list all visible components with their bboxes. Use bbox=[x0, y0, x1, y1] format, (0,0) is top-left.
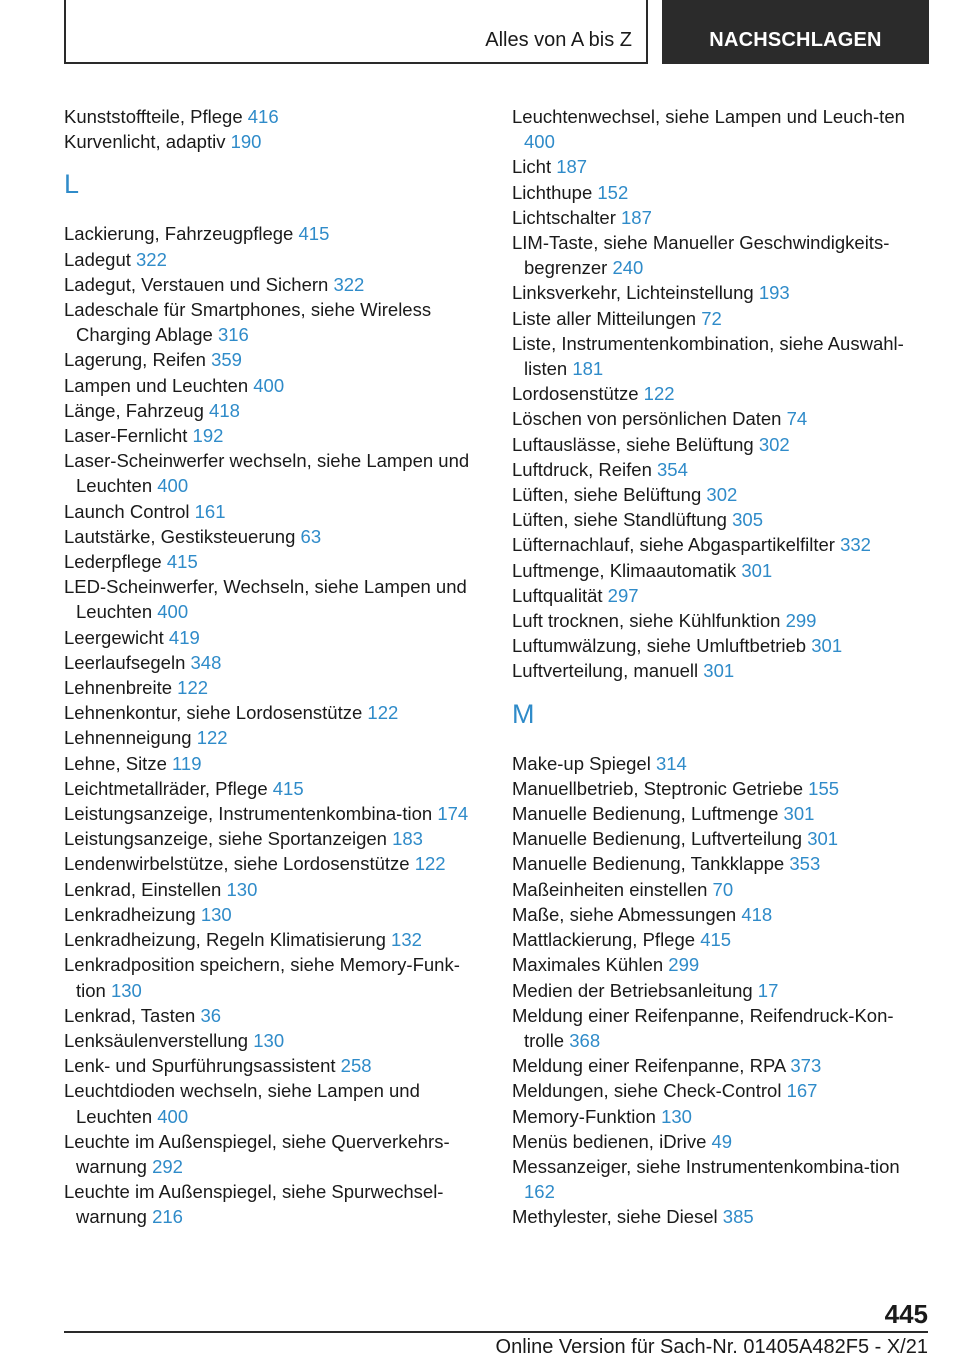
index-page-link[interactable]: 74 bbox=[786, 408, 808, 430]
index-entry-text: Leuchte im Außenspiegel, siehe Spurwechsel-warnung bbox=[64, 1181, 444, 1228]
index-entry bbox=[64, 927, 484, 952]
index-entry bbox=[64, 423, 484, 448]
index-entry bbox=[64, 751, 484, 776]
index-page-link[interactable]: 297 bbox=[607, 584, 639, 606]
index-page-link[interactable]: 192 bbox=[192, 425, 224, 447]
index-entry-text: Luftverteilung, manuell bbox=[512, 660, 699, 682]
index-page-link[interactable]: 130 bbox=[661, 1105, 692, 1127]
index-entry-text: Menüs bedienen, iDrive bbox=[512, 1130, 707, 1152]
index-entry bbox=[64, 574, 484, 624]
index-entry-text: Lampen und Leuchten bbox=[64, 374, 249, 396]
index-entry bbox=[64, 549, 484, 574]
index-page-link[interactable]: 400 bbox=[157, 1105, 189, 1127]
index-entry-text: Lautstärke, Gestiksteuerung bbox=[64, 525, 296, 547]
index-entry-text: Lüfternachlauf, siehe Abgaspartikelfilter bbox=[512, 534, 835, 556]
index-page-link[interactable]: 368 bbox=[569, 1029, 601, 1051]
index-page-link[interactable]: 301 bbox=[807, 828, 839, 850]
index-entry-text: Lenk- und Spurführungsassistent bbox=[64, 1055, 336, 1077]
index-page-link[interactable]: 332 bbox=[840, 534, 871, 556]
index-entry bbox=[512, 927, 932, 952]
index-entry-text: Maßeinheiten einstellen bbox=[512, 878, 708, 900]
index-entry bbox=[64, 952, 484, 1002]
index-page-link[interactable]: 292 bbox=[152, 1155, 183, 1177]
index-entry bbox=[512, 331, 932, 381]
index-entry-text: LIM-Taste, siehe Manueller Geschwindigkeits-begrenzer bbox=[512, 232, 890, 279]
index-entry-text: Mattlackierung, Pflege bbox=[512, 929, 696, 951]
index-entry-text: Lederpflege bbox=[64, 551, 162, 573]
index-page-link[interactable]: 17 bbox=[757, 979, 779, 1001]
index-entry bbox=[64, 801, 484, 826]
index-page-link[interactable]: 314 bbox=[655, 752, 687, 774]
index-entry-text: Liste, Instrumentenkombination, siehe Auswahl-listen bbox=[512, 332, 904, 380]
index-page-link[interactable]: 348 bbox=[190, 651, 222, 673]
index-page-link[interactable]: 418 bbox=[741, 903, 773, 925]
index-entry bbox=[64, 398, 484, 423]
index-entry-text: Lendenwirbelstütze, siehe Lordosenstütze bbox=[64, 853, 410, 875]
index-page-link[interactable]: 301 bbox=[703, 660, 735, 682]
index-entry bbox=[512, 978, 932, 1003]
index-entry-text: Manuelle Bedienung, Luftmenge bbox=[512, 803, 779, 825]
index-entry-text: Lenkradheizung bbox=[64, 903, 196, 925]
index-entry bbox=[512, 776, 932, 801]
index-page-link[interactable]: 122 bbox=[643, 383, 675, 405]
index-entry bbox=[512, 1003, 932, 1053]
section-tab bbox=[64, 0, 648, 64]
index-entry-text: Maximales Kühlen bbox=[512, 954, 664, 976]
footer-divider bbox=[64, 1331, 928, 1333]
index-entry bbox=[64, 373, 484, 398]
index-page-link[interactable]: 416 bbox=[247, 106, 279, 127]
index-entry bbox=[64, 1179, 484, 1229]
index-page-link[interactable]: 322 bbox=[136, 248, 167, 270]
index-entry bbox=[512, 877, 932, 902]
index-page-link[interactable]: 130 bbox=[110, 979, 142, 1001]
index-letter-heading: M bbox=[512, 698, 535, 729]
index-page-link[interactable]: 122 bbox=[367, 702, 399, 724]
index-entry-text: Meldung einer Reifenpanne, Reifendruck-Kon-trolle bbox=[512, 1004, 894, 1051]
index-page-link[interactable]: 359 bbox=[211, 349, 242, 371]
index-page-link[interactable]: 302 bbox=[758, 433, 790, 455]
index-page-link[interactable]: 216 bbox=[152, 1206, 183, 1228]
index-page-link[interactable]: 385 bbox=[722, 1206, 754, 1228]
index-page-link[interactable]: 316 bbox=[217, 324, 249, 346]
index-page-link[interactable]: 162 bbox=[524, 1181, 555, 1203]
index-page-link[interactable]: 49 bbox=[711, 1130, 733, 1152]
index-entry bbox=[64, 1028, 484, 1053]
index-page-link[interactable]: 70 bbox=[712, 878, 734, 900]
index-page-link[interactable]: 122 bbox=[177, 677, 209, 699]
index-entry-text: LED-Scheinwerfer, Wechseln, siehe Lampen und Leuchten bbox=[64, 576, 467, 623]
index-page-link[interactable]: 72 bbox=[701, 307, 722, 329]
index-page-link[interactable]: 305 bbox=[732, 509, 763, 531]
index-entry-text: Lehne, Sitze bbox=[64, 752, 167, 774]
index-entry-text: Meldungen, siehe Check-Control bbox=[512, 1080, 782, 1102]
index-entry-text: Länge, Fahrzeug bbox=[64, 399, 204, 421]
index-entry bbox=[64, 776, 484, 801]
index-entry-text: Make-up Spiegel bbox=[512, 752, 651, 774]
index-entry-text: Lichtschalter bbox=[512, 206, 616, 228]
index-page-link[interactable]: 301 bbox=[783, 803, 815, 825]
index-entry-text: Leichtmetallräder, Pflege bbox=[64, 777, 268, 799]
index-column-left bbox=[64, 104, 484, 1230]
index-entry bbox=[512, 851, 932, 876]
index-page-link[interactable]: 130 bbox=[253, 1029, 285, 1051]
index-entry bbox=[512, 902, 932, 927]
index-page-link[interactable]: 132 bbox=[391, 929, 422, 951]
index-entry bbox=[512, 1129, 932, 1154]
index-entry bbox=[512, 633, 932, 658]
index-page-link[interactable]: 167 bbox=[786, 1080, 818, 1102]
index-entry-text: Lackierung, Fahrzeugpflege bbox=[64, 223, 294, 245]
index-entry-text: Kunststoffteile, Pflege bbox=[64, 106, 243, 127]
index-entry bbox=[64, 104, 484, 129]
section-title: Alles von A bis Z bbox=[485, 29, 632, 51]
index-page-link[interactable]: 122 bbox=[196, 727, 228, 749]
index-page-link[interactable]: 183 bbox=[392, 828, 423, 850]
index-entry bbox=[512, 1204, 932, 1229]
index-page-link[interactable]: 258 bbox=[340, 1055, 372, 1077]
index-page-link[interactable]: 415 bbox=[700, 929, 732, 951]
index-entry bbox=[512, 952, 932, 977]
index-entry bbox=[64, 826, 484, 851]
index-page-link[interactable]: 240 bbox=[612, 257, 644, 279]
index-column-right bbox=[512, 104, 932, 1230]
online-version-note: Online Version für Sach-Nr. 01405A482F5 - X/21 bbox=[495, 1336, 928, 1358]
index-entry-text: Laser-Scheinwerfer wechseln, siehe Lampen und Leuchten bbox=[64, 450, 470, 497]
index-entry-text: Licht bbox=[512, 156, 552, 178]
index-page-link[interactable]: 190 bbox=[230, 131, 262, 153]
index-entry bbox=[64, 902, 484, 927]
index-entry-text: Lordosenstütze bbox=[512, 383, 639, 405]
index-page-link[interactable]: 400 bbox=[524, 131, 555, 153]
index-entry bbox=[512, 558, 932, 583]
index-page-link[interactable]: 353 bbox=[789, 853, 821, 875]
index-entry-text: Laser-Fernlicht bbox=[64, 425, 188, 447]
index-entry-text: Leuchtdioden wechseln, siehe Lampen und Leuchten bbox=[64, 1080, 420, 1127]
index-entry-text: Lüften, siehe Belüftung bbox=[512, 484, 702, 506]
index-entry bbox=[512, 583, 932, 608]
index-page-link[interactable]: 193 bbox=[758, 282, 790, 304]
index-entry bbox=[512, 1104, 932, 1129]
index-page-link[interactable]: 299 bbox=[668, 954, 700, 976]
index-entry-text: Lüften, siehe Standlüftung bbox=[512, 509, 727, 531]
index-entry-text: Methylester, siehe Diesel bbox=[512, 1206, 718, 1228]
index-page-link[interactable]: 122 bbox=[414, 853, 446, 875]
index-entry bbox=[64, 1078, 484, 1128]
index-entry bbox=[512, 180, 932, 205]
index-entry bbox=[512, 826, 932, 851]
index-page-link[interactable]: 415 bbox=[166, 551, 198, 573]
index-entry bbox=[64, 221, 484, 246]
index-entry bbox=[512, 306, 932, 331]
page-number: 445 bbox=[884, 1299, 928, 1329]
index-entry-text: Luft trocknen, siehe Kühlfunktion bbox=[512, 610, 781, 632]
index-entry-text: Kurvenlicht, adaptiv bbox=[64, 131, 226, 153]
index-entry bbox=[512, 381, 932, 406]
index-entry bbox=[64, 347, 484, 372]
index-entry bbox=[64, 247, 484, 272]
index-entry-text: Lagerung, Reifen bbox=[64, 349, 206, 371]
index-entry-text: Lehnenkontur, siehe Lordosenstütze bbox=[64, 702, 363, 724]
index-page-link[interactable]: 400 bbox=[253, 374, 285, 396]
index-entry bbox=[64, 524, 484, 549]
index-entry-text: Luftauslässe, siehe Belüftung bbox=[512, 433, 754, 455]
index-entry-text: Lenkrad, Tasten bbox=[64, 1004, 196, 1026]
index-page-link[interactable]: 415 bbox=[272, 777, 304, 799]
index-page-link[interactable]: 415 bbox=[298, 223, 330, 245]
index-entry bbox=[64, 877, 484, 902]
index-page-link[interactable]: 187 bbox=[621, 206, 652, 228]
index-page-link[interactable]: 63 bbox=[300, 525, 322, 547]
index-entry bbox=[64, 1129, 484, 1179]
index-page-link[interactable]: 373 bbox=[790, 1055, 822, 1077]
index-entry bbox=[512, 104, 932, 154]
index-entry bbox=[512, 482, 932, 507]
index-page-link[interactable]: 322 bbox=[333, 273, 365, 295]
index-page-link[interactable]: 174 bbox=[437, 803, 469, 825]
index-entry-text: Lenkradposition speichern, siehe Memory-Funk-tion bbox=[64, 954, 460, 1001]
index-entry-text: Meldung einer Reifenpanne, RPA bbox=[512, 1055, 786, 1077]
index-entry bbox=[64, 675, 484, 700]
index-entry bbox=[64, 625, 484, 650]
index-entry bbox=[64, 272, 484, 297]
index-entry-text: Maße, siehe Abmessungen bbox=[512, 903, 737, 925]
index-page-link[interactable]: 155 bbox=[808, 777, 840, 799]
index-page-link[interactable]: 301 bbox=[741, 559, 773, 581]
index-entry bbox=[64, 700, 484, 725]
index-entry-text: Manuellbetrieb, Steptronic Getriebe bbox=[512, 777, 804, 799]
index-page-link[interactable]: 400 bbox=[157, 601, 189, 623]
index-entry-text: Lenkradheizung, Regeln Klimatisierung bbox=[64, 929, 386, 951]
index-entry bbox=[64, 851, 484, 876]
index-page-link[interactable]: 354 bbox=[657, 458, 688, 480]
index-page-link[interactable]: 419 bbox=[168, 626, 200, 648]
index-page-link[interactable]: 130 bbox=[200, 903, 232, 925]
index-entry-text: Luftdruck, Reifen bbox=[512, 458, 652, 480]
chapter-title: NACHSCHLAGEN bbox=[709, 29, 882, 51]
index-entry bbox=[512, 658, 932, 683]
index-entry bbox=[512, 1078, 932, 1103]
index-entry-text: Leerlaufsegeln bbox=[64, 651, 186, 673]
index-letter-heading: L bbox=[64, 169, 80, 200]
index-entry-text: Messanzeiger, siehe Instrumentenkombina-tion bbox=[512, 1155, 900, 1177]
index-page-link[interactable]: 152 bbox=[597, 181, 629, 203]
index-entry-text: Lehnenneigung bbox=[64, 727, 192, 749]
index-entry bbox=[512, 1154, 932, 1204]
index-entry bbox=[512, 1053, 932, 1078]
index-entry-text: Luftumwälzung, siehe Umluftbetrieb bbox=[512, 635, 807, 657]
index-entry-text: Manuelle Bedienung, Luftverteilung bbox=[512, 828, 803, 850]
index-entry-text: Liste aller Mitteilungen bbox=[512, 307, 697, 329]
index-entry bbox=[64, 499, 484, 524]
index-page-link[interactable]: 301 bbox=[811, 635, 843, 657]
index-entry-text: Lenksäulenverstellung bbox=[64, 1029, 249, 1051]
chapter-tab bbox=[662, 0, 929, 64]
index-entry bbox=[64, 725, 484, 750]
index-entry bbox=[64, 129, 484, 154]
index-page-link[interactable]: 302 bbox=[706, 484, 738, 506]
index-entry-text: Ladegut, Verstauen und Sichern bbox=[64, 273, 329, 295]
index-entry bbox=[512, 751, 932, 776]
index-entry bbox=[512, 230, 932, 280]
index-entry-text: Leistungsanzeige, Instrumentenkombina-tion bbox=[64, 803, 433, 825]
index-page-link[interactable]: 400 bbox=[157, 475, 189, 497]
index-entry-text: Ladeschale für Smartphones, siehe Wireless Charging Ablage bbox=[64, 299, 432, 346]
index-entry-text: Leuchtenwechsel, siehe Lampen und Leuch-ten bbox=[512, 106, 905, 127]
index-page-link[interactable]: 187 bbox=[556, 156, 588, 178]
index-entry-text: Lehnenbreite bbox=[64, 677, 173, 699]
index-entry bbox=[512, 532, 932, 557]
index-page-link[interactable]: 299 bbox=[785, 610, 817, 632]
index-entry-text: Medien der Betriebsanleitung bbox=[512, 979, 753, 1001]
index-entry bbox=[64, 297, 484, 347]
index-entry bbox=[512, 432, 932, 457]
index-page-link[interactable]: 36 bbox=[200, 1004, 222, 1026]
page-header bbox=[64, 0, 929, 64]
index-entry bbox=[512, 608, 932, 633]
index-entry-text: Memory-Funktion bbox=[512, 1105, 656, 1127]
index-entry-text: Leistungsanzeige, siehe Sportanzeigen bbox=[64, 828, 387, 850]
index-entry bbox=[64, 1003, 484, 1028]
index-entry-text: Linksverkehr, Lichteinstellung bbox=[512, 282, 754, 304]
index-entry-text: Luftqualität bbox=[512, 584, 603, 606]
index-entry-text: Löschen von persönlichen Daten bbox=[512, 408, 782, 430]
index-entry bbox=[512, 801, 932, 826]
index-entry bbox=[512, 406, 932, 431]
index-entry-text: Lichthupe bbox=[512, 181, 593, 203]
index-page-link[interactable]: 119 bbox=[172, 752, 202, 774]
index-entry-text: Leergewicht bbox=[64, 626, 164, 648]
index-page-link[interactable]: 130 bbox=[226, 878, 258, 900]
index-entry-text: Manuelle Bedienung, Tankklappe bbox=[512, 853, 785, 875]
index-entry bbox=[512, 205, 932, 230]
index-entry-text: Launch Control bbox=[64, 500, 190, 522]
index-entry bbox=[512, 154, 932, 179]
index-page-link[interactable]: 418 bbox=[209, 399, 240, 421]
index-entry-text: Leuchte im Außenspiegel, siehe Querverkehrs-warnung bbox=[64, 1130, 450, 1177]
index-entry bbox=[512, 280, 932, 305]
index-page-link[interactable]: 161 bbox=[194, 500, 226, 522]
index-entry bbox=[64, 448, 484, 498]
index-entry-text: Lenkrad, Einstellen bbox=[64, 878, 222, 900]
index-entry bbox=[512, 457, 932, 482]
index-entry bbox=[512, 507, 932, 532]
index-entry-text: Ladegut bbox=[64, 248, 131, 270]
index-entry bbox=[64, 1053, 484, 1078]
index-entry-text: Luftmenge, Klimaautomatik bbox=[512, 559, 737, 581]
index-page-link[interactable]: 181 bbox=[572, 358, 604, 380]
index-entry bbox=[64, 650, 484, 675]
